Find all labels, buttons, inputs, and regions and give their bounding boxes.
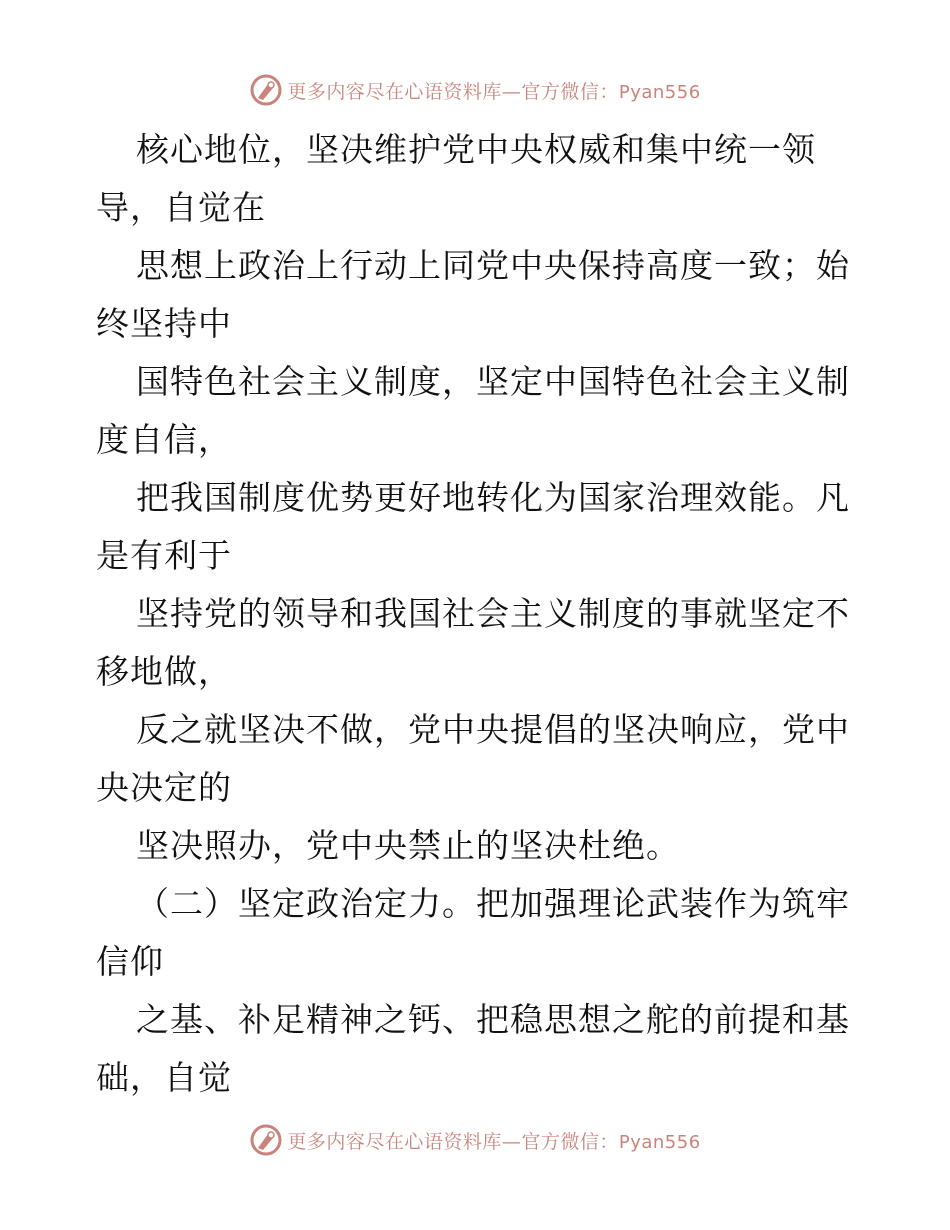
text-line: 础，自觉 (96, 1058, 232, 1097)
watermark-text (287, 1127, 700, 1154)
pen-nib-logo-icon (249, 1123, 283, 1157)
text-line: 央决定的 (96, 768, 232, 807)
text-line: （二）坚定政治定力。把加强理论武装作为筑牢 (136, 884, 850, 923)
header-watermark (0, 70, 950, 110)
text-line: 反之就坚决不做，党中央提倡的坚决响应，党中 (136, 710, 850, 749)
text-line: 移地做， (96, 652, 232, 691)
text-line: 终坚持中 (96, 304, 232, 343)
footer-watermark (0, 1120, 950, 1160)
text-line: 度自信， (96, 420, 232, 459)
watermark-text-cn: 更多内容尽在心语资料库—官方微信： (287, 80, 619, 103)
document-body (96, 121, 856, 1107)
text-line: 坚决照办，党中央禁止的坚决杜绝。 (136, 826, 680, 865)
text-line: 核心地位，坚决维护党中央权威和集中统一领 (136, 130, 816, 169)
watermark-text-cn: 更多内容尽在心语资料库—官方微信： (287, 1130, 619, 1153)
text-line: 思想上政治上行动上同党中央保持高度一致；始 (136, 246, 850, 285)
text-line: 坚持党的领导和我国社会主义制度的事就坚定不 (136, 594, 850, 633)
pen-nib-logo-icon (249, 73, 283, 107)
watermark-text (287, 77, 700, 104)
text-line: 把我国制度优势更好地转化为国家治理效能。凡 (136, 478, 850, 517)
text-line: 国特色社会主义制度，坚定中国特色社会主义制 (136, 362, 850, 401)
watermark-text-en: Pyan556 (618, 81, 701, 103)
text-line: 之基、补足精神之钙、把稳思想之舵的前提和基 (136, 1000, 850, 1039)
text-line: 信仰 (96, 942, 164, 981)
text-line: 是有利于 (96, 536, 232, 575)
text-line: 导，自觉在 (96, 188, 266, 227)
watermark-text-en: Pyan556 (618, 1131, 701, 1153)
